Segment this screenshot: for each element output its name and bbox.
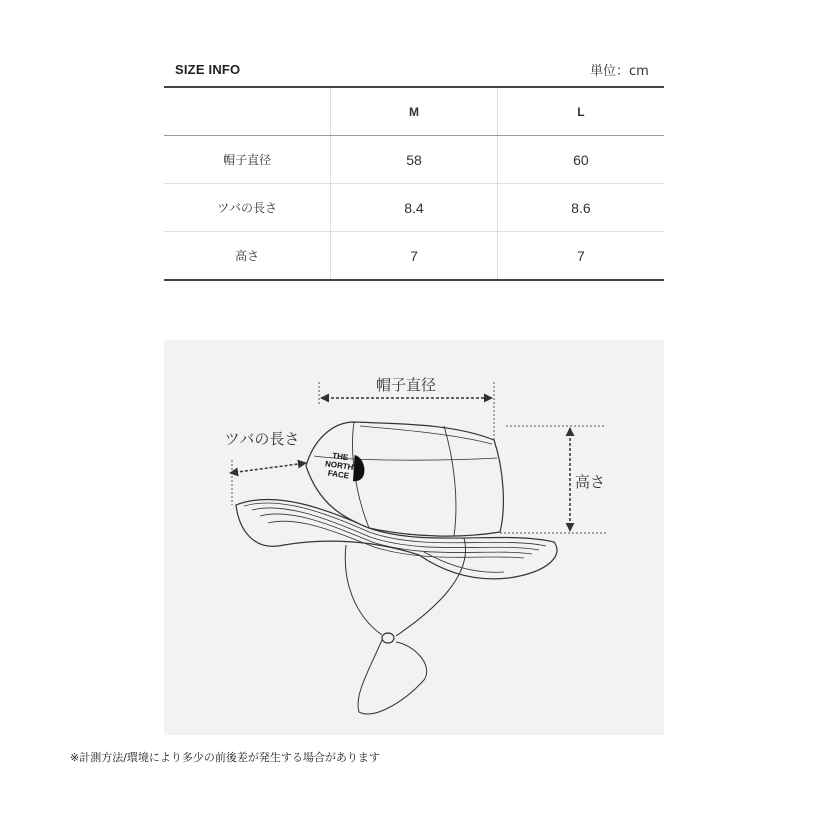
row-label: 高さ [235,249,260,263]
cell-value: 58 [331,136,498,184]
brim-measure [225,430,306,505]
measurement-note: ※計測方法/環境により多少の前後差が発生する場合があります [70,751,380,764]
cell-value: 8.6 [497,184,664,232]
cell-value: 60 [497,136,664,184]
svg-text:FACE: FACE [327,468,350,481]
height-label: 高さ [574,473,606,491]
height-measure [500,426,606,533]
table-row [164,232,664,281]
cell-value: 7 [331,232,498,281]
unit-label: 単位：cm [590,64,649,79]
size-table [164,86,664,281]
table-row [164,136,664,184]
table-row [164,184,664,232]
header-cell-l: L [497,87,664,136]
hat-illustration [164,340,664,735]
table-header-row [164,87,664,136]
header-cell-blank [164,87,331,136]
svg-text:THE: THE [331,451,349,463]
header-cell-m: M [331,87,498,136]
hat-shape [236,422,557,714]
cell-value: 8.4 [331,184,498,232]
cell-value: 7 [497,232,664,281]
svg-text:NORTH: NORTH [324,459,354,473]
size-info-title: SIZE INFO [175,62,241,77]
diameter-label: 帽子直径 [375,376,437,394]
brim-label: ツバの長さ [224,430,300,448]
row-label: ツバの長さ [164,184,331,232]
row-label: 帽子直径 [164,136,331,184]
hat-diagram [164,340,664,735]
